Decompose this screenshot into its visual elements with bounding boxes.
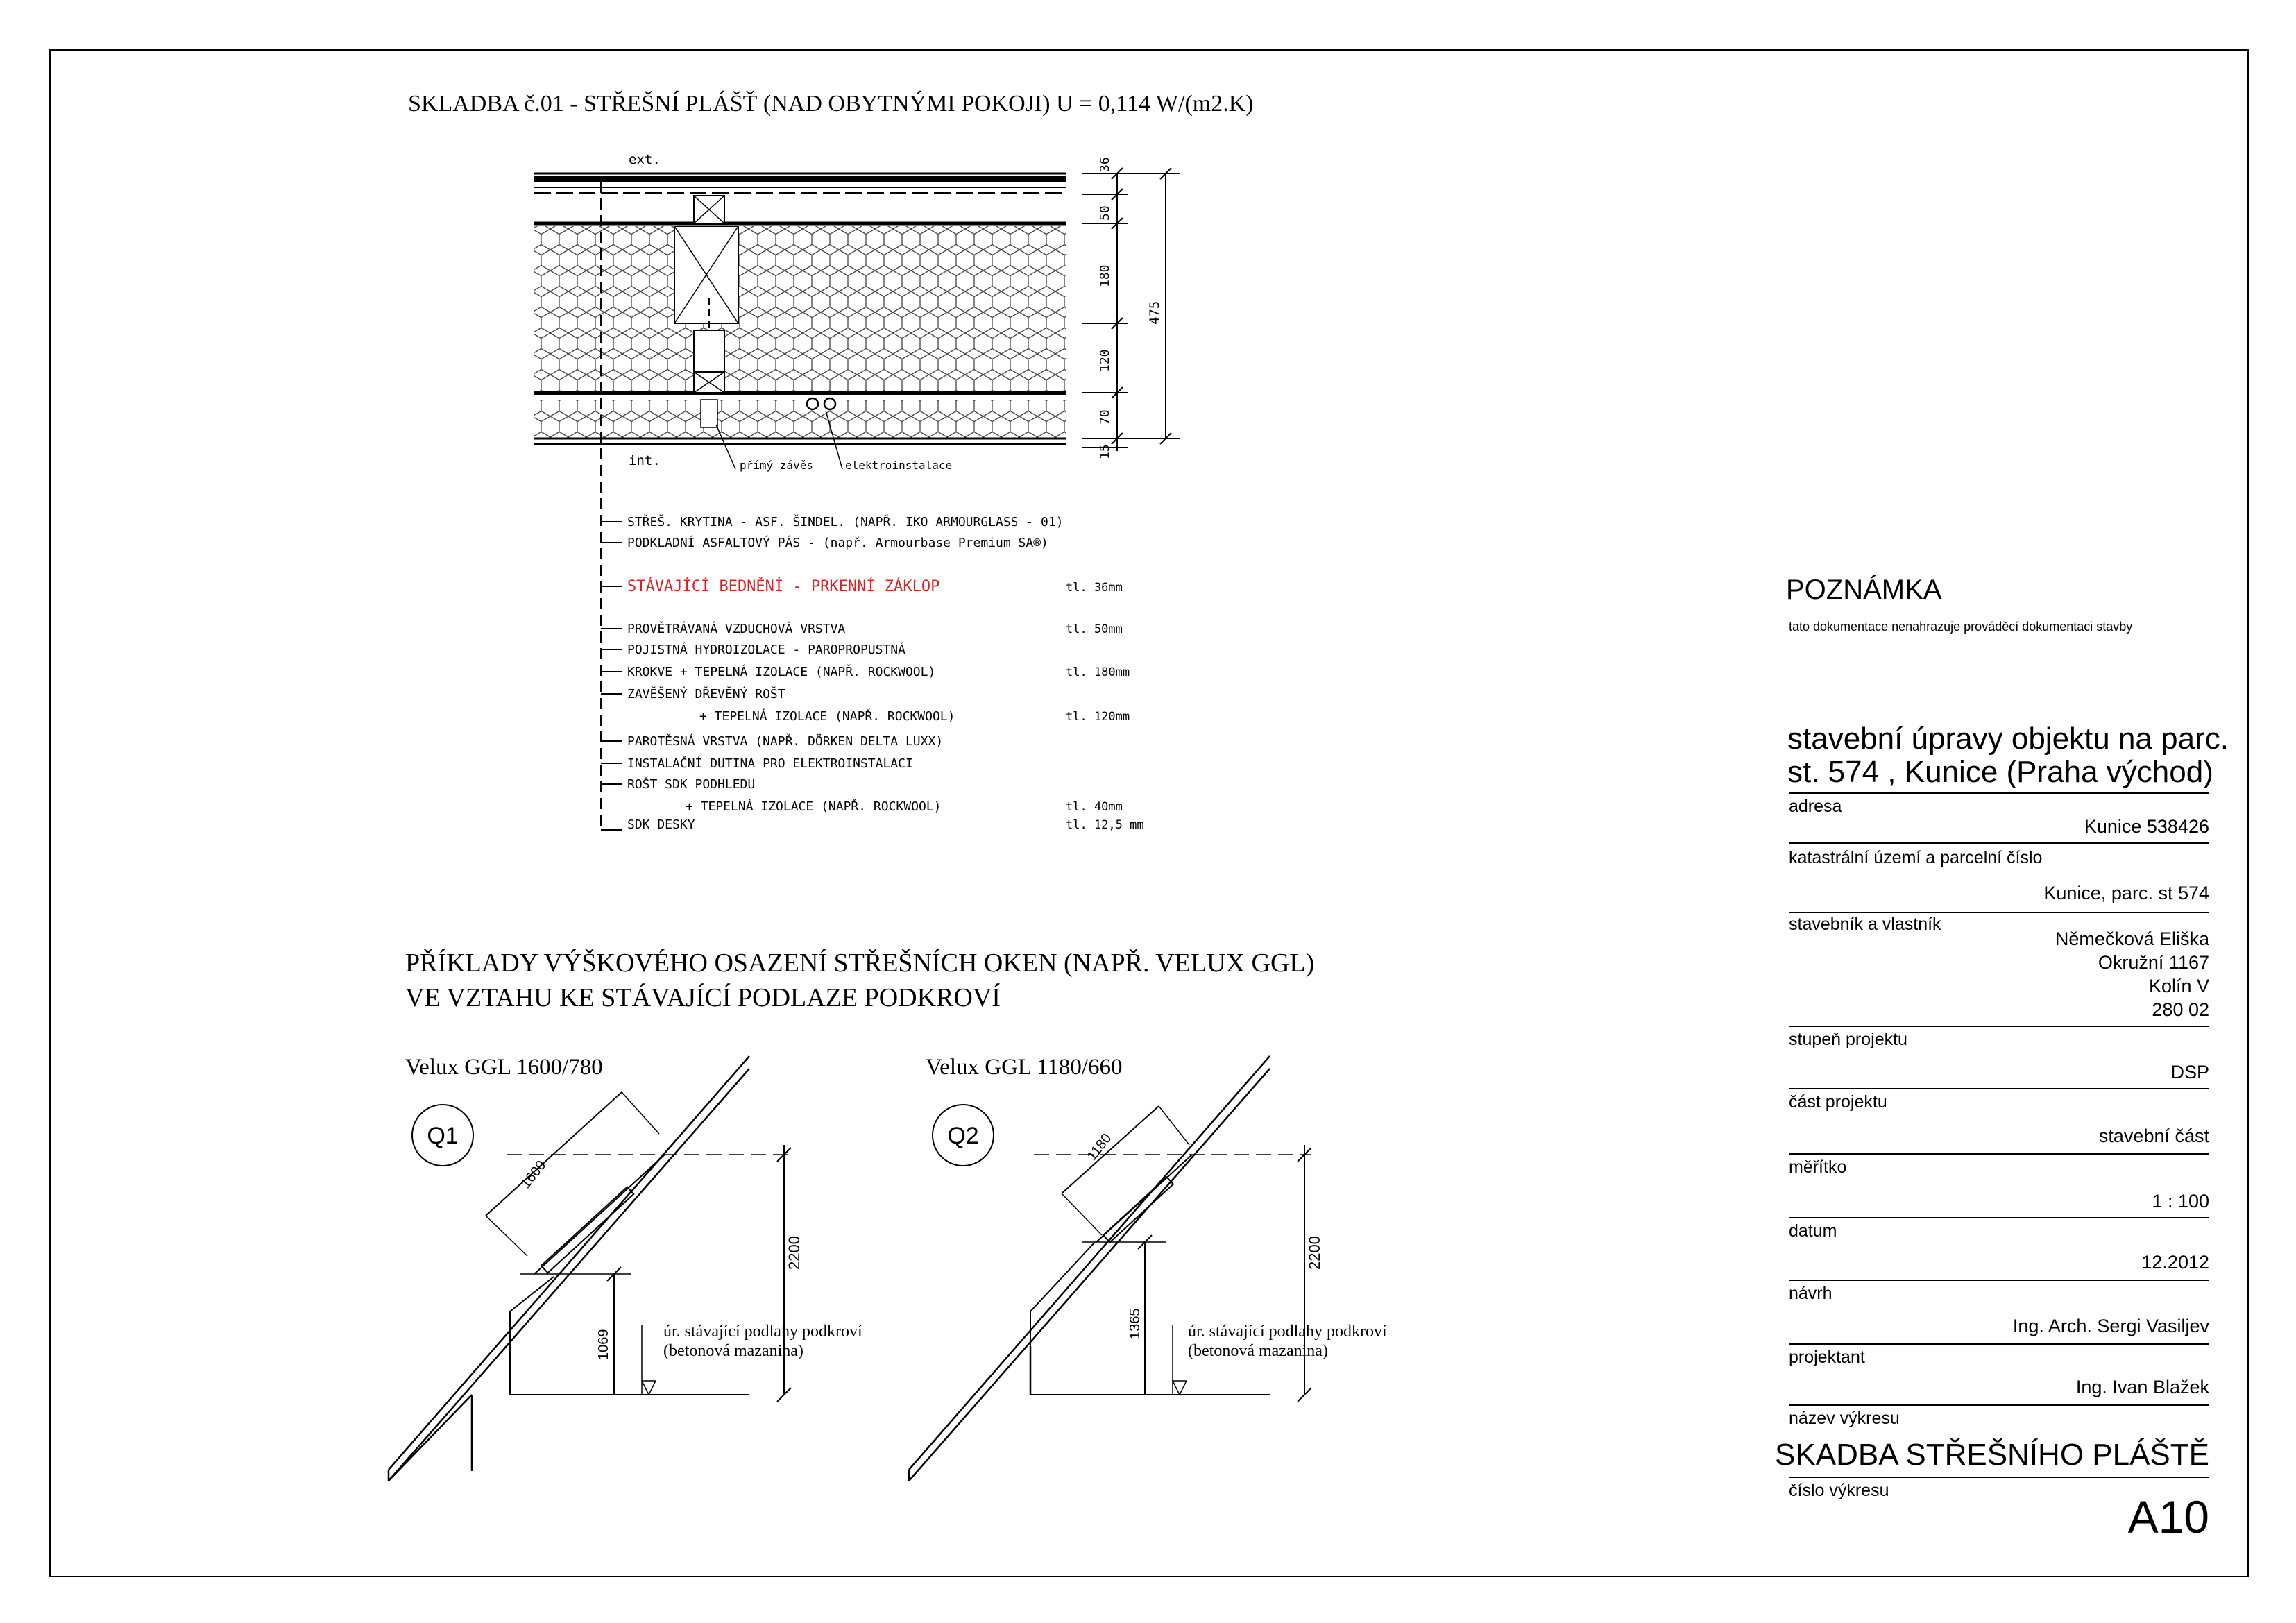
electro-label: elektroinstalace xyxy=(845,459,953,472)
part-label: část projektu xyxy=(1789,1092,1887,1112)
divider xyxy=(1789,1404,2209,1406)
q2-window-dim: 1180 xyxy=(1084,1130,1115,1164)
dim-15: 15 xyxy=(1098,444,1112,459)
q2-sill-dim: 1365 xyxy=(1128,1308,1143,1339)
layer-name: + TEPELNÁ IZOLACE (NAPŘ. ROCKWOOL) xyxy=(686,799,942,814)
project-name-line1: stavební úpravy objektu na parc. xyxy=(1787,722,2229,756)
dim-36: 36 xyxy=(1098,157,1112,172)
scale-label: měřítko xyxy=(1789,1157,1847,1177)
scale-value: 1 : 100 xyxy=(2152,1191,2209,1212)
shingle-layer xyxy=(534,176,1066,182)
roof-section xyxy=(534,173,1066,444)
dim-total: 475 xyxy=(1147,300,1162,325)
lower-insulation xyxy=(534,400,1066,439)
owner-line: Okružní 1167 xyxy=(2098,952,2209,973)
layer-thickness: tl. 50mm xyxy=(1066,622,1123,636)
layer-thickness: tl. 180mm xyxy=(1066,665,1130,679)
layer-name: INSTALAČNÍ DUTINA PRO ELEKTROINSTALACI xyxy=(627,756,913,771)
cadastre-label: katastrální území a parcelní číslo xyxy=(1789,848,2043,867)
layer-name: ROŠT SDK PODHLEDU xyxy=(627,777,756,792)
dimension-chain xyxy=(1082,168,1180,451)
owner-line: 280 02 xyxy=(2152,999,2209,1020)
rafter-insulation xyxy=(534,226,1066,393)
composition-title: SKLADBA č.01 - STŘEŠNÍ PLÁŠŤ (NAD OBYTNÝMI POKOJI) U = 0,114 W/(m2.K) xyxy=(408,91,1254,117)
cable-icon xyxy=(807,398,818,409)
owner-label: stavebník a vlastník xyxy=(1789,915,1941,934)
drawing-name-label: název výkresu xyxy=(1789,1409,1900,1428)
q2-floor-label-2: (betonová mazanina) xyxy=(1188,1342,1328,1360)
drawing-number-label: číslo výkresu xyxy=(1789,1481,1889,1500)
layer-name: POJISTNÁ HYDROIZOLACE - PAROPROPUSTNÁ xyxy=(627,643,905,657)
q1-window-dim: 1600 xyxy=(518,1157,550,1192)
q1-window xyxy=(541,1187,633,1273)
int-label: int. xyxy=(629,453,661,468)
layer-thickness: tl. 36mm xyxy=(1066,581,1123,595)
cadastre-value: Kunice, parc. st 574 xyxy=(2043,883,2209,903)
example-q2 xyxy=(909,1055,1311,1481)
divider xyxy=(1789,912,2209,913)
divider xyxy=(1789,1153,2209,1155)
note-text: tato dokumentace nenahrazuje prováděcí dokumentaci stavby xyxy=(1789,620,2133,634)
design-value: Ing. Arch. Sergi Vasiljev xyxy=(2012,1316,2209,1336)
layer-name: PROVĚTRÁVANÁ VZDUCHOVÁ VRSTVA xyxy=(627,622,846,636)
direct-hanger-label: přímý závěs xyxy=(740,459,813,472)
examples-title-line2: VE VZTAHU KE STÁVAJÍCÍ PODLAZE PODKROVÍ xyxy=(405,983,1001,1012)
divider xyxy=(1789,1343,2209,1345)
q1-floor-label-2: (betonová mazanina) xyxy=(663,1342,803,1360)
q1-title: Velux GGL 1600/780 xyxy=(405,1055,603,1080)
layer-name-highlight: STÁVAJÍCÍ BEDNĚNÍ - PRKENNÍ ZÁKLOP xyxy=(627,578,940,595)
ext-label: ext. xyxy=(629,152,661,167)
part-value: stavební část xyxy=(2098,1125,2209,1146)
divider xyxy=(1789,1026,2209,1027)
date-value: 12.2012 xyxy=(2141,1252,2209,1273)
divider xyxy=(1789,1217,2209,1218)
dim-70: 70 xyxy=(1098,409,1112,425)
layer-name: KROKVE + TEPELNÁ IZOLACE (NAPŘ. ROCKWOOL) xyxy=(627,665,936,679)
sheet-border xyxy=(50,50,2248,1577)
layer-name: + TEPELNÁ IZOLACE (NAPŘ. ROCKWOOL) xyxy=(699,709,955,724)
layer-name: SDK DESKY xyxy=(627,817,695,832)
q2-title: Velux GGL 1180/660 xyxy=(926,1055,1123,1080)
dim-50: 50 xyxy=(1098,205,1112,221)
dim-120: 120 xyxy=(1098,349,1112,372)
project-name-line2: st. 574 , Kunice (Praha východ) xyxy=(1787,755,2213,789)
q1-sill-dim: 1069 xyxy=(596,1329,611,1360)
example-q1 xyxy=(389,1055,791,1481)
q2-floor-label-1: úr. stávající podlahy podkroví xyxy=(1188,1323,1387,1341)
layer-thickness: tl. 120mm xyxy=(1066,710,1130,724)
drawing-name-value: SKADBA STŘEŠNÍHO PLÁŠTĚ xyxy=(1775,1438,2209,1472)
examples-title-line1: PŘÍKLADY VÝŠKOVÉHO OSAZENÍ STŘEŠNÍCH OKEN (NAPŘ. VELUX GGL) xyxy=(405,949,1315,978)
q2-window xyxy=(1103,1177,1173,1242)
q1-height-dim: 2200 xyxy=(785,1236,803,1270)
divider xyxy=(1789,1088,2209,1089)
design-label: návrh xyxy=(1789,1284,1832,1303)
stage-value: DSP xyxy=(2170,1062,2209,1082)
stage-label: stupeň projektu xyxy=(1789,1030,1907,1049)
divider xyxy=(1789,1477,2209,1478)
drawing-number-value: A10 xyxy=(2127,1491,2209,1543)
address-value: Kunice 538426 xyxy=(2084,816,2209,837)
divider xyxy=(1789,842,2209,844)
layer-thickness: tl. 12,5 mm xyxy=(1066,818,1144,832)
date-label: datum xyxy=(1789,1221,1837,1241)
layer-thickness: tl. 40mm xyxy=(1066,800,1123,814)
divider xyxy=(1789,792,2209,794)
designer-label: projektant xyxy=(1789,1348,1865,1367)
layer-name: STŘEŠ. KRYTINA - ASF. ŠINDEL. (NAPŘ. IKO ARMOURGLASS - 01) xyxy=(627,515,1064,529)
layer-name: PAROTĚSNÁ VRSTVA (NAPŘ. DÖRKEN DELTA LUXX) xyxy=(627,734,944,749)
note-heading: POZNÁMKA xyxy=(1786,575,1942,605)
q2-tag: Q2 xyxy=(947,1123,979,1149)
address-label: adresa xyxy=(1789,797,1842,816)
q1-tag: Q1 xyxy=(427,1123,459,1149)
q1-floor-label-1: úr. stávající podlahy podkroví xyxy=(663,1323,862,1341)
layer-name: PODKLADNÍ ASFALTOVÝ PÁS - (např. Armourbase Premium SA®) xyxy=(627,536,1048,550)
cable-icon xyxy=(824,398,835,409)
owner-line: Kolín V xyxy=(2148,976,2209,996)
designer-value: Ing. Ivan Blažek xyxy=(2075,1377,2209,1397)
divider xyxy=(1789,1280,2209,1281)
layer-name: ZAVĚŠENÝ DŘEVĚNÝ ROŠT xyxy=(627,687,785,702)
dim-180: 180 xyxy=(1098,264,1112,287)
owner-line: Němečková Eliška xyxy=(2055,928,2209,949)
q2-height-dim: 2200 xyxy=(1306,1236,1323,1270)
